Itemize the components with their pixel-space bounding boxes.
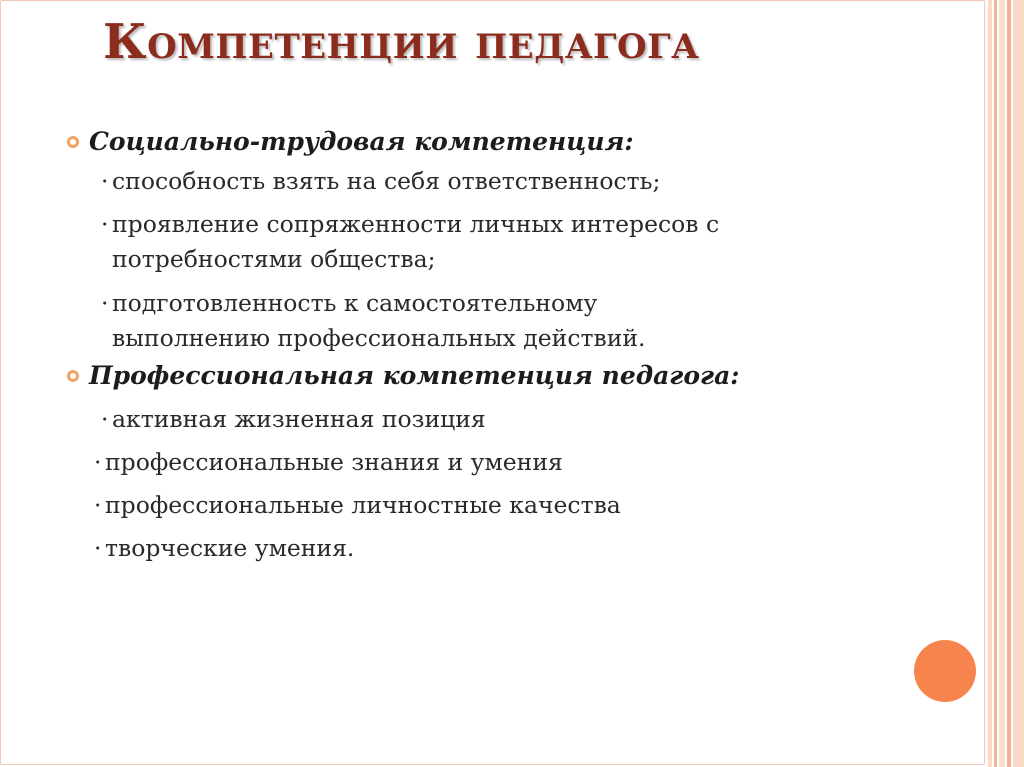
list-item-text: проявление сопряженности личных интересов с: [112, 210, 720, 238]
decor-stripe: [1007, 0, 1011, 767]
bullet-dot-icon: ·: [94, 491, 102, 519]
list-item: [94, 445, 563, 480]
decor-stripe: [994, 0, 997, 767]
decor-stripe: [988, 0, 992, 767]
section-heading-text: Социально-трудовая компетенция:: [89, 127, 634, 156]
list-item-text: профессиональные личностные качества: [105, 491, 621, 519]
list-item-text-continued: потребностями общества;: [112, 245, 436, 273]
bullet-dot-icon: ·: [101, 167, 109, 195]
section-heading-text: Профессиональная компетенция педагога:: [89, 361, 740, 390]
list-item: [101, 402, 486, 437]
bullet-ring-icon: [67, 136, 79, 148]
list-item: [94, 531, 354, 566]
bullet-dot-icon: ·: [94, 534, 102, 562]
section-heading-social: [67, 127, 634, 156]
page-title: Компетенции педагога: [103, 14, 700, 70]
list-item-text: способность взять на себя ответственность;: [112, 167, 661, 195]
section-heading-professional: [67, 361, 740, 390]
list-item-text: профессиональные знания и умения: [105, 448, 563, 476]
bullet-dot-icon: ·: [101, 210, 109, 238]
bullet-dot-icon: ·: [101, 405, 109, 433]
list-item: [101, 207, 719, 277]
list-item-text: творческие умения.: [105, 534, 355, 562]
bullet-ring-icon: [67, 370, 79, 382]
list-item-text: подготовленность к самостоятельному: [112, 289, 598, 317]
list-item-text-continued: выполнению профессиональных действий.: [112, 324, 646, 352]
list-item: [101, 286, 646, 356]
decor-circle-icon: [914, 640, 976, 702]
list-item: [101, 164, 660, 199]
decor-stripe: [1013, 0, 1024, 767]
list-item-text: активная жизненная позиция: [112, 405, 486, 433]
bullet-dot-icon: ·: [101, 289, 109, 317]
decor-stripe: [999, 0, 1005, 767]
list-item: [94, 488, 621, 523]
bullet-dot-icon: ·: [94, 448, 102, 476]
